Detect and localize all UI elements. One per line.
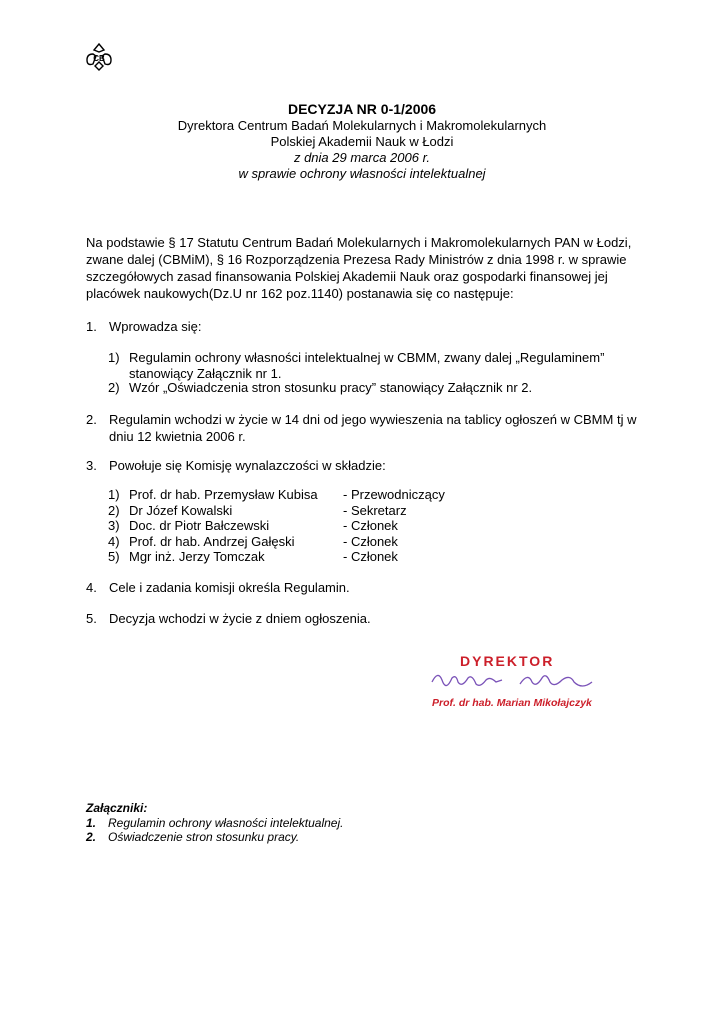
member-name: Prof. dr hab. Przemysław Kubisa xyxy=(129,487,318,502)
attachment-text: Oświadczenie stron stosunku pracy. xyxy=(108,830,300,844)
item-text: Cele i zadania komisji określa Regulamin. xyxy=(109,580,350,595)
item-text: Wprowadza się: xyxy=(109,319,202,334)
handwritten-signature xyxy=(432,675,592,686)
sub-item-number: 1) xyxy=(108,350,120,365)
director-stamp xyxy=(424,652,604,714)
item-number: 4. xyxy=(86,580,97,595)
decision-subject: w sprawie ochrony własności intelektualnej xyxy=(238,166,486,181)
member-role: - Członek xyxy=(343,533,398,549)
legal-basis-paragraph: Na podstawie § 17 Statutu Centrum Badań Molekularnych i Makromolekularnych PAN w Łodzi, zwane dalej (CBMiM), § 16 Rozporządzenia Prezesa Rady Ministrów z dnia 1998 r. w sprawie szczegółowych zasad finansowania Polskiej Akademii Nauk oraz gospodarki finansowej jej placówek naukowych(Dz.U nr 162 poz.1140) postanawia się co następuje: xyxy=(86,235,632,301)
stamp-title: DYREKTOR xyxy=(460,653,555,669)
institute-logo-icon xyxy=(84,42,114,72)
item-text: Decyzja wchodzi w życie z dniem ogłoszenia. xyxy=(109,611,371,626)
member-name: Prof. dr hab. Andrzej Gałęski xyxy=(129,533,295,549)
member-role: - Członek xyxy=(343,549,398,564)
item-text: Regulamin wchodzi w życie w 14 dni od jego wywieszenia na tablicy ogłoszeń w CBMM tj w dniu 12 kwietnia 2006 r. xyxy=(109,412,637,444)
member-number: 5) xyxy=(108,549,120,564)
document-header xyxy=(0,101,724,182)
stamp-name: Prof. dr hab. Marian Mikołajczyk xyxy=(432,697,592,709)
sub-item-number: 2) xyxy=(108,380,120,395)
decision-title: DECYZJA NR 0-1/2006 xyxy=(287,101,437,117)
member-role: - Członek xyxy=(343,518,398,533)
attachment-text: Regulamin ochrony własności intelektualnej. xyxy=(108,816,344,830)
member-role: - Sekretarz xyxy=(343,502,407,518)
sub-item-text: Regulamin ochrony własności intelektualnej w CBMM, zwany dalej „Regulaminem” stanowiący Załącznik nr 1. xyxy=(129,350,605,381)
item-number: 2. xyxy=(86,412,97,427)
logo-letters: CB xyxy=(93,54,105,63)
attachment-number: 2. xyxy=(86,830,97,844)
decision-date: z dnia 29 marca 2006 r. xyxy=(293,150,431,165)
member-name: Dr Józef Kowalski xyxy=(129,502,233,518)
item-number: 3. xyxy=(86,458,97,473)
item-number: 1. xyxy=(86,319,97,334)
member-number: 3) xyxy=(108,518,120,533)
member-number: 4) xyxy=(108,533,120,549)
member-role: - Przewodniczący xyxy=(343,487,445,502)
member-number: 1) xyxy=(108,487,120,502)
member-name: Mgr inż. Jerzy Tomczak xyxy=(129,549,265,564)
item-number: 5. xyxy=(86,611,97,626)
sub-item-text: Wzór „Oświadczenia stron stosunku pracy” stanowiący Załącznik nr 2. xyxy=(129,380,533,395)
attachment-number: 1. xyxy=(86,816,97,830)
attachments-heading: Załączniki: xyxy=(86,801,148,815)
member-name: Doc. dr Piotr Bałczewski xyxy=(129,518,270,533)
member-number: 2) xyxy=(108,502,120,518)
item-text: Powołuje się Komisję wynalazczości w składzie: xyxy=(109,458,386,473)
institution-line: Polskiej Akademii Nauk w Łodzi xyxy=(270,134,454,149)
issuer-line: Dyrektora Centrum Badań Molekularnych i Makromolekularnych xyxy=(177,118,547,133)
